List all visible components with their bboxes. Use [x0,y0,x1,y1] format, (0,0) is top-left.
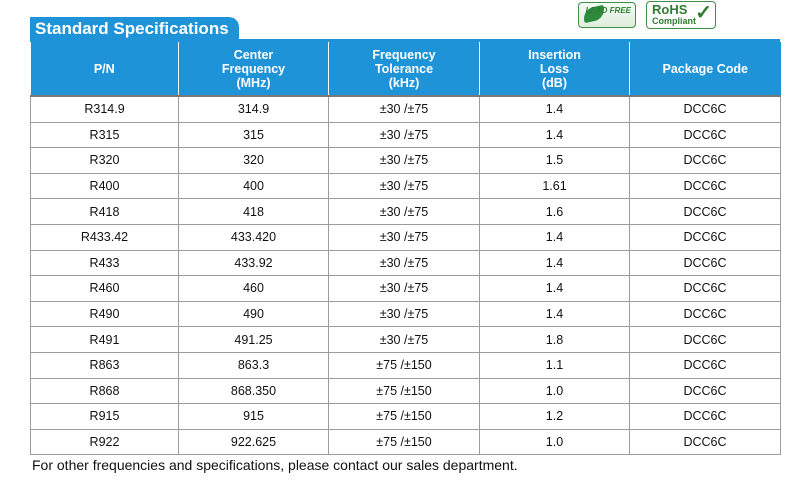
column-header-line: Package Code [662,61,748,76]
table-row [31,327,781,353]
table-cell: DCC6C [630,224,781,250]
table-cell: R315 [31,122,179,148]
table-cell: 400 [179,173,329,199]
table-cell: 460 [179,276,329,302]
column-header-line: (kHz) [388,75,420,90]
table-cell: ±75 /±150 [329,404,480,430]
table-cell: DCC6C [630,122,781,148]
table-cell: 1.5 [480,148,630,174]
table-row [31,224,781,250]
column-header [630,42,781,96]
table-cell: ±30 /±75 [329,276,480,302]
table-cell: ±30 /±75 [329,301,480,327]
table-row [31,429,781,455]
table-row [31,122,781,148]
column-header-line: Tolerance [374,61,434,76]
table-cell: 1.1 [480,352,630,378]
table-row [31,352,781,378]
table-cell: R863 [31,352,179,378]
column-header-line: Center [233,47,274,62]
table-cell: ±30 /±75 [329,96,480,122]
table-cell: DCC6C [630,429,781,455]
table-cell: 922.625 [179,429,329,455]
column-header-line: Frequency [221,61,286,76]
table-cell: 320 [179,148,329,174]
column-header [480,42,630,96]
table-row [31,148,781,174]
table-cell: 418 [179,199,329,225]
table-cell: 1.4 [480,224,630,250]
table-cell: ±30 /±75 [329,122,480,148]
table-cell: ±30 /±75 [329,224,480,250]
table-cell: 315 [179,122,329,148]
table-cell: 1.4 [480,276,630,302]
table-header-row [31,42,781,96]
table-cell: DCC6C [630,173,781,199]
column-header [329,42,480,96]
table-body [31,96,781,455]
table-row [31,173,781,199]
table-cell: R433.42 [31,224,179,250]
table-row [31,378,781,404]
table-cell: DCC6C [630,327,781,353]
table-cell: DCC6C [630,378,781,404]
table-cell: R868 [31,378,179,404]
table-cell: R418 [31,199,179,225]
table-cell: 433.92 [179,250,329,276]
table-cell: R400 [31,173,179,199]
table-row [31,276,781,302]
table-cell: 1.0 [480,378,630,404]
table-cell: R915 [31,404,179,430]
table-cell: R491 [31,327,179,353]
table-cell: ±30 /±75 [329,173,480,199]
table-cell: ±30 /±75 [329,327,480,353]
table-cell: 1.8 [480,327,630,353]
table-cell: 1.4 [480,301,630,327]
column-header [179,42,329,96]
table-cell: 915 [179,404,329,430]
rohs-badge [646,1,716,29]
table-cell: 863.3 [179,352,329,378]
table-row [31,96,781,122]
table-cell: 1.61 [480,173,630,199]
table-cell: DCC6C [630,148,781,174]
footer-note: For other frequencies and specifications, please contact our sales department. [32,457,518,473]
table-cell: DCC6C [630,404,781,430]
table-cell: 1.4 [480,122,630,148]
table-row [31,250,781,276]
section-title: Standard Specifications [30,17,239,41]
table-cell: ±75 /±150 [329,429,480,455]
table-cell: R922 [31,429,179,455]
table-cell: DCC6C [630,96,781,122]
table-cell: R433 [31,250,179,276]
table-cell: ±75 /±150 [329,352,480,378]
table-cell: R490 [31,301,179,327]
lead-free-badge [578,2,636,28]
column-header-line: (dB) [542,75,567,90]
table-cell: 1.0 [480,429,630,455]
table-cell: DCC6C [630,352,781,378]
table-cell: 1.4 [480,96,630,122]
table-cell: 433.420 [179,224,329,250]
table-cell: 1.4 [480,250,630,276]
table-cell: 490 [179,301,329,327]
table-cell: 868.350 [179,378,329,404]
table-cell: ±30 /±75 [329,250,480,276]
table-cell: DCC6C [630,301,781,327]
column-header-line: (MHz) [236,75,271,90]
lead-free-label: LEAD FREE [585,6,631,15]
table-cell: ±30 /±75 [329,199,480,225]
specifications-table [30,42,781,455]
column-header-line: Loss [539,61,570,76]
column-header [31,42,179,96]
table-cell: 314.9 [179,96,329,122]
table-cell: DCC6C [630,250,781,276]
table-cell: 1.2 [480,404,630,430]
column-header-line: P/N [93,61,115,76]
table-cell: 491.25 [179,327,329,353]
table-row [31,404,781,430]
rohs-label: RoHS [652,2,688,17]
check-icon: ✓ [695,2,712,24]
column-header-line: Frequency [372,47,436,62]
table-cell: DCC6C [630,276,781,302]
table-row [31,301,781,327]
table-cell: R314.9 [31,96,179,122]
table-cell: DCC6C [630,199,781,225]
table-cell: R460 [31,276,179,302]
table-cell: ±30 /±75 [329,148,480,174]
table-cell: R320 [31,148,179,174]
table-row [31,199,781,225]
rohs-compliant-label: Compliant [652,16,696,26]
table-cell: 1.6 [480,199,630,225]
table-cell: ±75 /±150 [329,378,480,404]
column-header-line: Insertion [528,47,581,62]
